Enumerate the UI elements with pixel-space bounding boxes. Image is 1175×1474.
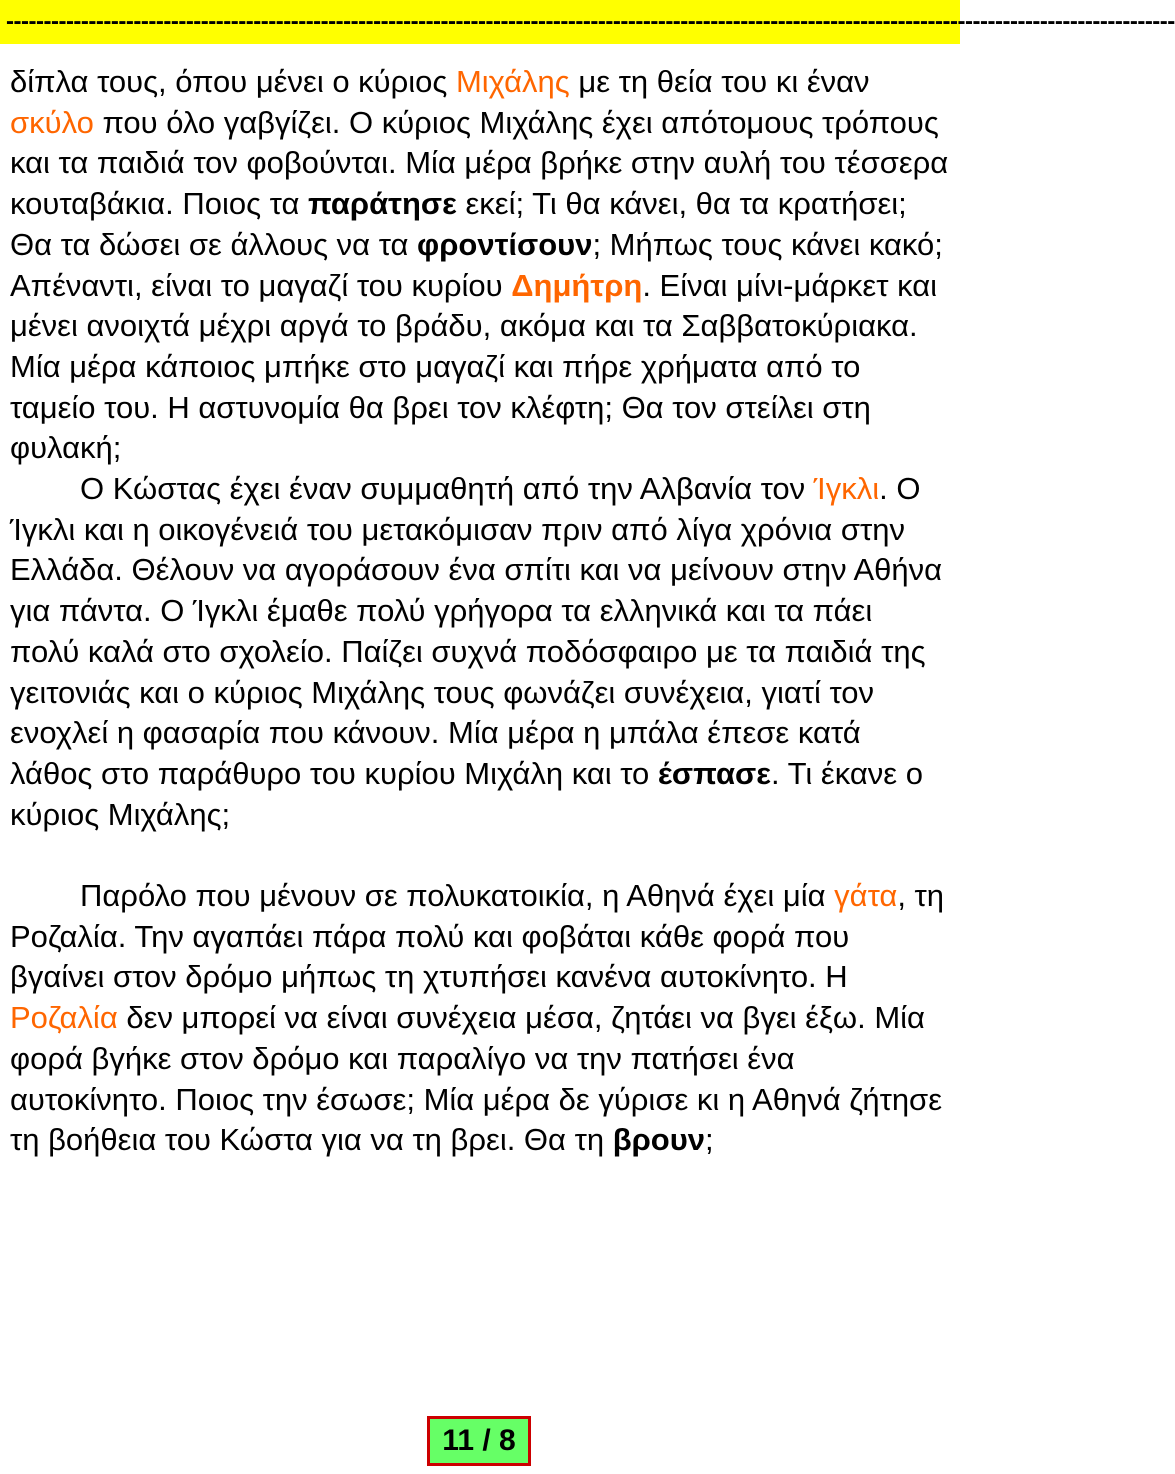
story-text — [10, 62, 950, 1161]
text-run: Παρόλο που μένουν σε πολυκατοικία, η Αθηνά έχει μία — [80, 878, 835, 914]
text-run: εκεί; Τι θα κάνει, θα τα κρατήσει; Θα τα δώσει σε άλλους να τα — [10, 186, 907, 262]
text-run: . Ο Ίγκλι και η οικογένειά του μετακόμισαν πριν από λίγα χρόνια στην Ελλάδα. Θέλουν να αγοράσουν ένα σπίτι και να μείνουν στην Αθήνα για πάντα. Ο Ίγκλι έμαθε πολύ γρήγορα τα ελληνικά και τα πάει πολύ καλά στο σχολείο. Παίζει συχνά ποδόσφαιρο με τα παιδιά της γειτονιάς και ο κύριος Μιχάλης τους φωνάζει συνέχεια, γιατί τον ενοχλεί η φασαρία που κάνουν. Μία μέρα η μπάλα έπεσε κατά λάθος στο παράθυρο του κυρίου Μιχάλη και το — [10, 471, 943, 791]
highlight-rozalia: Ροζαλία — [10, 1000, 118, 1036]
bold-broke: έσπασε — [657, 755, 771, 791]
highlight-michalis: Μιχάλης — [455, 64, 570, 99]
paragraph-1 — [10, 62, 950, 835]
highlight-igli: Ίγκλι — [813, 471, 880, 507]
text-run: ; — [705, 1122, 714, 1158]
text-run: ; Μήπως τους κάνει κακό; Απέναντι, είναι το μαγαζί του κυρίου — [10, 226, 943, 303]
text-run: . Είναι μίνι-μάρκετ και μένει ανοιχτά μέχρι αργά το βράδυ, ακόμα και τα Σαββατοκύριακα. Μία μέρα κάποιος μπήκε στο μαγαζί και πήρε χρήματα από το ταμείο του. Η αστυνομία θα βρει τον κλέφτη; Θα τον στείλει στη φυλακή; — [10, 267, 938, 466]
highlight-cat: γάτα — [834, 878, 898, 914]
text-run: δίπλα τους, όπου μένει ο κύριος — [10, 64, 456, 99]
highlight-dog: σκύλο — [10, 104, 94, 140]
bold-abandoned: παράτησε — [307, 186, 457, 222]
text-run: με τη θεία του κι έναν — [569, 64, 870, 99]
dashed-banner: ------------------------------------------------------------------------------------------------------------------------------------------------------------ — [0, 0, 960, 44]
text-run: Ο Κώστας έχει έναν συμμαθητή από την Αλβανία τον — [80, 471, 814, 507]
bold-take-care: φροντίσουν — [417, 226, 593, 262]
highlight-dimitris: Δημήτρη — [511, 267, 643, 303]
page-indicator: 11 / 8 — [427, 1416, 531, 1466]
text-run: δεν μπορεί να είναι συνέχεια μέσα, ζητάει να βγει έξω. Μία φορά βγήκε στον δρόμο και παραλίγο να την πατήσει ένα αυτοκίνητο. Ποιος την έσωσε; Μία μέρα δε γύρισε κι η Αθηνά ζήτησε τη βοήθεια του Κώστα για να τη βρει. Θα τη — [10, 1000, 943, 1158]
bold-find: βρουν — [612, 1122, 706, 1158]
text-run: , τη Ροζαλία. Την αγαπάει πάρα πολύ και φοβάται κάθε φορά που βγαίνει στον δρόμο μήπως τη χτυπήσει κανένα αυτοκίνητο. Η — [10, 878, 945, 995]
text-run: . Τι έκανε ο κύριος Μιχάλης; — [10, 755, 923, 832]
text-run: που όλο γαβγίζει. Ο κύριος Μιχάλης έχει απότομους τρόπους και τα παιδιά τον φοβούνται. Μία μέρα βρήκε στην αυλή του τέσσερα κουταβάκια. Ποιος τα — [10, 104, 949, 222]
paragraph-2 — [10, 876, 950, 1161]
